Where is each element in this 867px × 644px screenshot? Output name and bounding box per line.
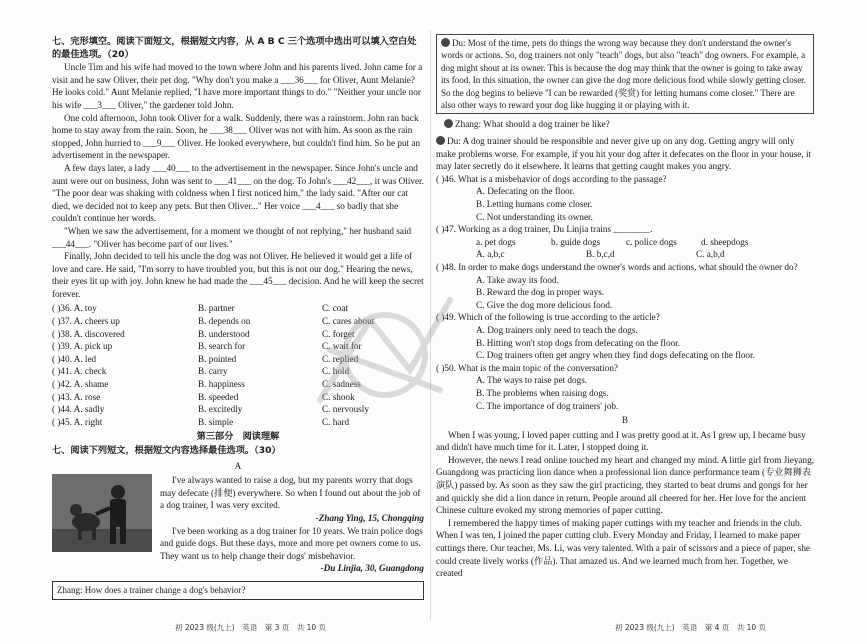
option-45b: B. simple [198, 416, 234, 427]
question-48 [436, 261, 814, 311]
du-avatar-icon [441, 38, 450, 47]
passage-b-paragraph: I remembered the happy times of making paper cuttings with my teacher and friends in the club. When I was ten, I joined the paper cutting club. Every Monday and Friday, I learned to make paper cuttings there. Our teacher, Ms. Li, was very talented. With a pair of scissors and a piece of paper, she could create lively works (作品). That amazed us. And we learned much from her. Together, we created [436, 517, 811, 579]
option-42b: B. happiness [198, 379, 245, 390]
option-36b: B. partner [198, 303, 235, 314]
question-option: B. b,c,d [586, 249, 615, 260]
option-39a: ( )39. A. pick up [52, 341, 113, 352]
question-47-options [436, 248, 814, 261]
zhang-avatar-icon [444, 119, 453, 128]
passage-a-letter: A [234, 460, 242, 471]
option-36a: ( )36. A. toy [52, 303, 97, 314]
passage-b-letter: B [621, 415, 629, 426]
question-option: A. a,b,c [476, 249, 505, 260]
zhang-signature: -Zhang Ying, 15, Chongqing [315, 512, 424, 523]
du-answer-1: Du: Most of the time, pets do things the wrong way because they don't understand the owner's words or actions. So, dog trainers not only "teach" dogs, but also "teach" dog owners. For example, a dog might shout at its owner. This is because the dog may think that the owner is going to take away its food. In this situation, the owner can give the dog more delicious food while slowly getting closer. So the dog begins to believe "I can be rewarded (奖赏) for letting humans come closer." There are also other ways to reward your dog like hugging it or playing with it. [441, 38, 806, 111]
part3-title: 第三部分 阅读理解 [196, 431, 280, 443]
question-option: A. The ways to raise pet dogs. [476, 375, 588, 386]
passage-a [52, 474, 424, 575]
question-stem: ( )48. In order to make dogs understand the owner's words and actions, what should the owner do? [436, 261, 798, 272]
zhang-question-2-text: Zhang: What should a dog trainer be like? [455, 119, 610, 130]
passage-a-text [160, 474, 424, 575]
option-39c: C. wait for [322, 341, 362, 352]
question-stem: ( )46. What is a misbehavior of dogs according to the passage? [436, 173, 667, 184]
question-option: A. Take away its food. [476, 274, 559, 285]
question-option: C. Not understanding its owner. [476, 211, 593, 222]
item-c: c. police dogs [626, 236, 677, 247]
question-47-items [436, 236, 814, 249]
option-40b: B. pointed [198, 353, 237, 364]
option-44b: B. excitedly [198, 404, 243, 415]
option-37a: ( )37. A. cheers up [52, 316, 120, 327]
option-41c: C. hold [322, 366, 350, 377]
question-50 [436, 362, 814, 412]
reading-heading: 七、阅读下列短文，根据短文内容选择最佳选项。（30） [52, 445, 281, 456]
question-option: B. Letting humans come closer. [476, 199, 593, 209]
option-41a: ( )41. A. check [52, 366, 107, 377]
option-36c: C. coat [322, 303, 349, 314]
du-answer-2 [436, 135, 814, 173]
du-intro: I've been working as a dog trainer for 10 years. We train police dogs and guide dogs. But these days, more and more pet owners come to us. They want us to help change their dogs' misbehavior. [160, 525, 423, 561]
question-option: C. The importance of dog trainers' job. [476, 400, 619, 411]
option-40a: ( )40. A. led [52, 353, 97, 364]
question-option: A. Dog trainers only need to teach the dogs. [476, 324, 638, 335]
option-38b: B. understood [198, 328, 250, 339]
du-signature: -Du Linjia, 30, Guangdong [320, 563, 424, 574]
item-d: d. sheepdogs [701, 236, 749, 247]
du-answer-box [436, 34, 814, 114]
option-43b: B. speeded [198, 391, 239, 402]
column-divider [430, 30, 431, 620]
dog-trainer-photo [52, 474, 152, 552]
option-42a: ( )42. A. shame [52, 379, 109, 390]
question-stem: ( )49. Which of the following is true according to the article? [436, 312, 660, 323]
option-45c: C. hard [322, 416, 350, 427]
cloze-paragraph: One cold afternoon, John took Oliver for a walk. Suddenly, there was a rainstorm. John ran back home to stay away from the rain. Soon, he ___38___ Oliver was not with him. As soon as the rain stopped, John hurried to ___9___ Oliver. He looked everywhere, but couldn't find him. So he put an advertisement in the newspaper. [52, 112, 421, 161]
question-option: B. Hitting won't stop dogs from defecating on the floor. [476, 337, 681, 348]
option-42c: C. sadness [322, 379, 361, 390]
du-avatar-icon-2 [436, 136, 445, 145]
zhang-intro: I've always wanted to raise a dog, but my parents worry that dogs may defecate (排便) everywhere. So when I found out about the job of a dog trainer, I was very excited. [160, 475, 421, 511]
zhang-question: Zhang: How does a trainer change a dog's behavior? [57, 584, 246, 595]
question-stem: ( )47. Working as a dog trainer, Du Linjia trains ________. [436, 224, 653, 235]
footer-left: 初 2023 级(九上) 英语 第 3 页 共 10 页 [175, 623, 327, 632]
item-a: a. pet dogs [476, 236, 516, 247]
option-43a: ( )43. A. rose [52, 391, 101, 402]
option-44c: C. nervously [322, 404, 369, 415]
du-answer-2-text: Du: A dog trainer should be responsible and never give up on any dog. Getting angry will only make problems worse. For example, if you hit your dog after it defecates on the floor in your house, it may later secretly do it elsewhere. It learns that getting caught makes you angry. [436, 136, 812, 172]
option-43c: C. shook [322, 391, 355, 402]
dog-trainer-illustration [52, 474, 152, 552]
footer-right: 初 2023 级(九上) 英语 第 4 页 共 10 页 [615, 623, 767, 632]
cloze-paragraph: Finally, John decided to tell his uncle the dog was not Oliver. He believed it would get a life of love and care. He said, "I'm sorry to have troubled you, but this is not our dog." Hearing the news, their eyes lit up with joy. John knew he had made the ___45___ decision. And he will keep the secret forever. [52, 251, 424, 299]
zhang-question-box [52, 581, 424, 600]
option-40c: C. replied [322, 353, 359, 364]
zhang-question-2 [436, 118, 814, 131]
left-column [52, 36, 424, 600]
question-option: B. The problems when raising dogs. [476, 387, 609, 398]
option-37b: B. depends on [198, 316, 251, 327]
question-49 [436, 311, 814, 361]
question-option: C. Dog trainers often get angry when they find dogs defecating on the floor. [476, 350, 755, 361]
option-38a: ( )38. A. discovered [52, 328, 125, 339]
cloze-paragraph: Uncle Tim and his wife had moved to the town where John and his parents lived. John came for a visit and he saw Oliver, their pet dog. "Why don't you make a ___36___ for Oliver, Aunt Melanie? He looks cold." Aunt Melanie replied, "I have more important things to do." "Neither your uncle nor his wife ___3___ Oliver," the gardener told John. [52, 62, 423, 110]
question-option: A. Defecating on the floor. [476, 186, 575, 197]
option-39b: B. search for [198, 341, 246, 352]
option-38c: C. forget [322, 328, 355, 339]
question-option: C. Give the dog more delicious food. [476, 299, 613, 310]
right-column [436, 34, 814, 580]
option-41b: B. carry [198, 366, 228, 377]
option-45a: ( )45. A. right [52, 416, 103, 427]
cloze-paragraph: A few days later, a lady ___40___ to the advertisement in the newspaper. Since John's uncle and aunt were out on business, John was sent to ___41___ on the dog. To John's ___42___, it was Oliver. "The poor dear was shaking with coldness when I first noticed him," the lady said. "After our cat died, we decided not to keep any pets. But then Oliver..." Her voice ___4___ so badly that she couldn't continue her words. [52, 162, 424, 224]
option-37c: C. cares about [322, 316, 375, 327]
question-option: C. a,b,d [696, 249, 725, 260]
cloze-heading: 七、完形填空。阅读下面短文，根据短文内容，从 A B C 三个选项中选出可以填入空白处的最佳选项。（20） [52, 36, 417, 60]
option-44a: ( )44. A. sadly [52, 404, 105, 415]
passage-b-paragraph: When I was young, I loved paper cutting and I was pretty good at it. As I grew up, I became busy and didn't have much time for it. Later, I stopped doing it. [436, 429, 806, 453]
cloze-paragraph: "When we saw the advertisement, for a moment we thought of not replying," her husband said ___44___. "Oliver has become part of our lives." [52, 225, 412, 249]
item-b: b. guide dogs [551, 236, 601, 247]
question-option: B. Reward the dog in proper ways. [476, 287, 605, 298]
cloze-options [52, 302, 424, 428]
question-47 [436, 223, 814, 261]
question-stem: ( )50. What is the main topic of the conversation? [436, 362, 618, 373]
question-46 [436, 173, 814, 223]
passage-b-paragraph: However, the news I read online touched my heart and changed my mind. A little girl from Jieyang, Guangdong was practicing lion dance when a professional lion dance performance team (专业舞狮表演队) passed by. As soon as they saw the girl practicing, they started to beat drums and gongs for her and quickly she did a lion dance in return. People around all cheered for her. Her love for the ancient Chinese culture evoked my strong memories of paper cutting. [436, 454, 815, 516]
